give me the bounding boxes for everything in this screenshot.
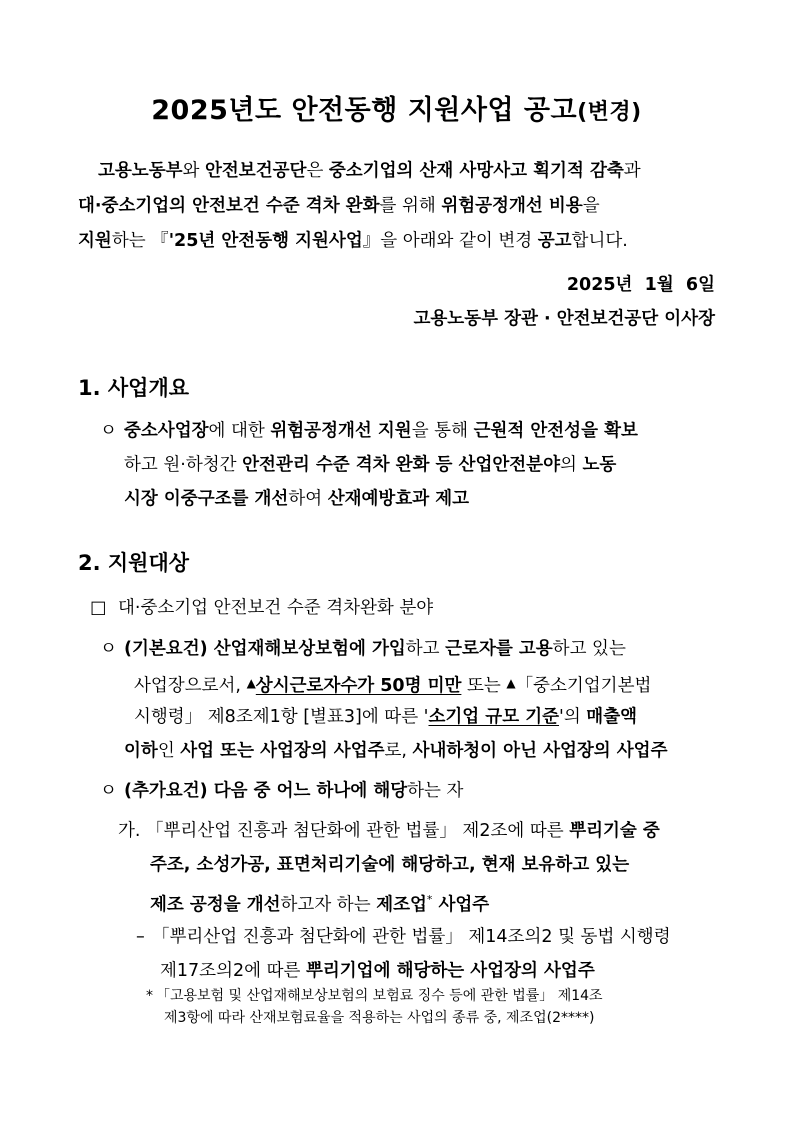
intro-line-2: 대·중소기업의 안전보건 수준 격차 완화를 위해 위험공정개선 비용을 [78,196,600,216]
dash-bullet: – [136,927,145,947]
section-1-line-2: 하고 원·하청간 안전관리 수준 격차 완화 등 산업안전분야의 노동 [124,455,617,475]
subsection-title: 대·중소기업 안전보건 수준 격차완화 분야 [118,598,434,618]
section-1-line-3: 시장 이중구조를 개선하여 산재예방효과 제고 [124,489,470,509]
req-2-line-1: (추가요건) 다음 중 어느 하나에 해당하는 자 [124,781,464,801]
footnote-mark: * [146,988,153,1004]
intro-line-1: 고용노동부와 안전보건공단은 중소기업의 산재 사망사고 획기적 감축과 [98,161,641,181]
section-2-heading: 2. 지원대상 [78,551,190,575]
footnote-line-1: 「고용보험 및 산업재해보상보험의 보험료 징수 등에 관한 법률」 제14조 [156,988,603,1004]
checkbox-square: □ [90,598,107,618]
intro-line-3: 지원하는 『'25년 안전동행 지원사업』을 아래와 같이 변경 공고합니다. [78,231,628,251]
page-title [0,88,793,127]
title-sub: (변경) [577,100,642,125]
req-1-line-2: 사업장으로서, ▲상시근로자수가 50명 미만 또는 ▲「중소기업기본법 [134,676,652,696]
req-2-bullet: ㅇ [100,781,117,801]
req-2-ga-line-3: 제조 공정을 개선하고자 하는 제조업* 사업주 [150,893,490,915]
announcement-date: 2025년 1월 6일 [566,275,715,295]
footnote-line-2: 제3항에 따라 산재보험료율을 적용하는 사업의 종류 중, 제조업(2****) [164,1010,595,1026]
section-1-bullet: ㅇ [100,421,117,441]
req-2-dash-line-1: 「뿌리산업 진흥과 첨단화에 관한 법률」 제14조의2 및 동법 시행령 [152,927,671,947]
section-1-line-1: 중소사업장에 대한 위험공정개선 지원을 통해 근원적 안전성을 확보 [124,421,638,441]
req-2-ga-line-2: 주조, 소성가공, 표면처리기술에 해당하고, 현재 보유하고 있는 [150,855,630,875]
section-1-heading: 1. 사업개요 [78,376,190,400]
title-main: 2025년도 안전동행 지원사업 공고 [151,95,578,126]
req-1-line-4: 이하인 사업 또는 사업장의 사업주로, 사내하청이 아닌 사업장의 사업주 [124,741,668,761]
triangle-icon: ▲ [506,676,516,690]
triangle-icon: ▲ [246,676,256,690]
issuer: 고용노동부 장관 · 안전보건공단 이사장 [413,309,715,329]
req-1-line-1: (기본요건) 산업재해보상보험에 가입하고 근로자를 고용하고 있는 [124,639,626,659]
req-1-line-3: 시행령」 제8조제1항 [별표3]에 따른 '소기업 규모 기준'의 매출액 [134,707,638,727]
req-2-ga-line-1: 가. 「뿌리산업 진흥과 첨단화에 관한 법률」 제2조에 따른 뿌리기술 중 [118,821,660,841]
req-1-bullet: ㅇ [100,639,117,659]
req-2-dash-line-2: 제17조의2에 따른 뿌리기업에 해당하는 사업장의 사업주 [160,961,595,981]
